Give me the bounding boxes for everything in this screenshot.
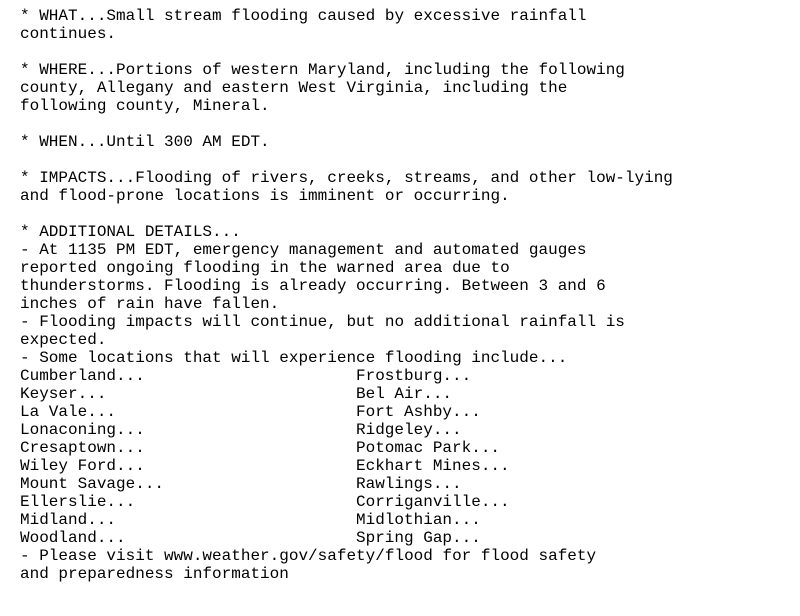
location-name: Ridgeley... — [356, 421, 462, 439]
closing-line: and preparedness information — [20, 565, 289, 583]
location-name: Corriganville... — [356, 493, 510, 511]
location-name: Spring Gap... — [356, 529, 481, 547]
location-name: Midland... — [20, 511, 117, 529]
location-name: Wiley Ford... — [20, 457, 145, 475]
location-name: Bel Air... — [356, 385, 453, 403]
location-row — [20, 439, 790, 457]
impacts-section — [20, 169, 790, 205]
location-name: Eckhart Mines... — [356, 457, 510, 475]
details-line: * ADDITIONAL DETAILS... — [20, 223, 241, 241]
location-name: Rawlings... — [356, 475, 462, 493]
flood-warning-document — [20, 7, 790, 583]
location-name: Ellerslie... — [20, 493, 136, 511]
location-name: Fort Ashby... — [356, 403, 481, 421]
when-section — [20, 133, 790, 151]
impacts-line: * IMPACTS...Flooding of rivers, creeks, streams, and other low-lying — [20, 169, 673, 187]
closing-section — [20, 547, 790, 583]
what-line: * WHAT...Small stream flooding caused by excessive rainfall — [20, 7, 587, 25]
closing-line: - Please visit www.weather.gov/safety/flood for flood safety — [20, 547, 597, 565]
details-line: - Flooding impacts will continue, but no additional rainfall is — [20, 313, 625, 331]
location-row — [20, 421, 790, 439]
blank-line — [20, 151, 790, 169]
details-line: - Some locations that will experience flooding include... — [20, 349, 568, 367]
details-line: reported ongoing flooding in the warned area due to — [20, 259, 510, 277]
location-row — [20, 403, 790, 421]
when-line: * WHEN...Until 300 AM EDT. — [20, 133, 270, 151]
location-row — [20, 367, 790, 385]
additional-details-section — [20, 223, 790, 367]
where-line: * WHERE...Portions of western Maryland, including the following — [20, 61, 625, 79]
location-row — [20, 511, 790, 529]
location-name: La Vale... — [20, 403, 117, 421]
locations-list — [20, 367, 790, 547]
blank-line — [20, 205, 790, 223]
location-name: Keyser... — [20, 385, 107, 403]
location-row — [20, 493, 790, 511]
location-name: Potomac Park... — [356, 439, 501, 457]
location-row — [20, 457, 790, 475]
what-line: continues. — [20, 25, 117, 43]
impacts-line: and flood-prone locations is imminent or occurring. — [20, 187, 510, 205]
blank-line — [20, 43, 790, 61]
location-name: Lonaconing... — [20, 421, 145, 439]
location-row — [20, 385, 790, 403]
location-name: Frostburg... — [356, 367, 472, 385]
location-name: Woodland... — [20, 529, 126, 547]
location-name: Cumberland... — [20, 367, 145, 385]
details-line: inches of rain have fallen. — [20, 295, 280, 313]
details-line: expected. — [20, 331, 107, 349]
where-line: county, Allegany and eastern West Virginia, including the — [20, 79, 568, 97]
where-line: following county, Mineral. — [20, 97, 270, 115]
location-name: Cresaptown... — [20, 439, 145, 457]
what-section — [20, 7, 790, 43]
where-section — [20, 61, 790, 115]
location-row — [20, 529, 790, 547]
location-row — [20, 475, 790, 493]
location-name: Mount Savage... — [20, 475, 165, 493]
location-name: Midlothian... — [356, 511, 481, 529]
details-line: - At 1135 PM EDT, emergency management and automated gauges — [20, 241, 587, 259]
details-line: thunderstorms. Flooding is already occurring. Between 3 and 6 — [20, 277, 606, 295]
blank-line — [20, 115, 790, 133]
